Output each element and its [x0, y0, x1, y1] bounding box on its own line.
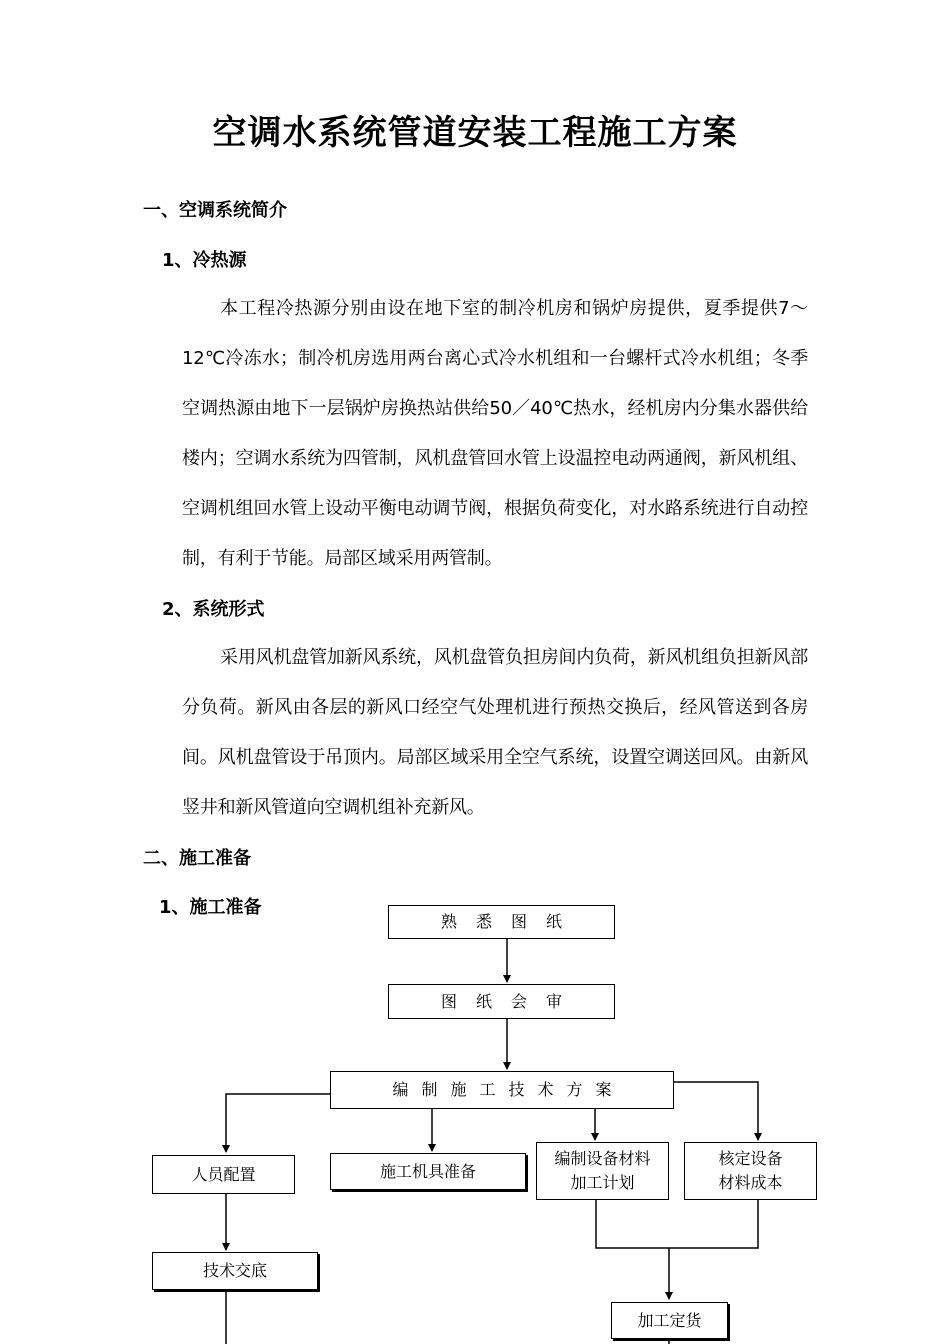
flow-box-ordering	[611, 1302, 728, 1339]
flow-label-tools: 施工机具准备	[379, 1161, 476, 1181]
flow-box-cost	[684, 1142, 817, 1200]
flow-box-material-plan	[536, 1142, 669, 1200]
flow-box-plan	[330, 1071, 674, 1109]
flow-label-material-plan-line1: 编制设备材料	[554, 1149, 651, 1168]
flow-label-cost-line2: 材料成本	[718, 1173, 783, 1192]
arrow-plan-to-staffing	[226, 1094, 330, 1152]
flow-label-staffing: 人员配置	[191, 1164, 256, 1184]
subheading-system-form: 2、系统形式	[162, 599, 265, 620]
arrow-plan-to-cost	[674, 1082, 758, 1140]
flow-box-briefing	[152, 1252, 318, 1290]
flow-box-staffing	[152, 1155, 295, 1194]
flow-label-plan: 编制施工技术方案	[392, 1080, 625, 1099]
subheading-heat-source: 1、冷热源	[162, 250, 247, 271]
subheading-preparation: 1、施工准备	[159, 897, 262, 918]
flow-label-review: 图纸会审	[440, 991, 581, 1011]
flow-label-material-plan-line2: 加工计划	[570, 1173, 635, 1192]
flow-box-tools	[330, 1153, 526, 1190]
paragraph-system-form: 采用风机盘管加新风系统，风机盘管负担房间内负荷，新风机组负担新风部分负荷。新风由各层的新风口经空气处理机进行预热交换后，经风管送到各房间。风机盘管设于吊顶内。局部区域采用全空气系统，设置空调送回风。由新风竖井和新风管道向空调机组补充新风。	[182, 647, 808, 818]
page-title: 空调水系统管道安装工程施工方案	[212, 113, 738, 153]
flow-label-briefing: 技术交底	[202, 1261, 267, 1280]
flow-box-familiarize	[388, 905, 615, 939]
flow-label-ordering: 加工定货	[637, 1310, 702, 1330]
flow-box-review	[388, 984, 615, 1019]
section-heading-overview: 一、空调系统简介	[143, 200, 287, 221]
flow-label-cost-line1: 核定设备	[718, 1149, 783, 1168]
flow-label-familiarize: 熟悉图纸	[440, 912, 581, 931]
paragraph-heat-source: 本工程冷热源分别由设在地下室的制冷机房和锅炉房提供，夏季提供7～12℃冷冻水；制冷机房选用两台离心式冷水机组和一台螺杆式冷水机组；冬季空调热源由地下一层锅炉房换热站供给50／40℃热水，经机房内分集水器供给楼内；空调水系统为四管制，风机盘管回水管上设温控电动两通阀，新风机组、空调机组回水管上设动平衡电动调节阀，根据负荷变化，对水路系统进行自动控制，有利于节能。局部区域采用两管制。	[182, 298, 808, 569]
section-heading-preparation: 二、施工准备	[143, 848, 251, 869]
merge-line	[596, 1200, 758, 1248]
